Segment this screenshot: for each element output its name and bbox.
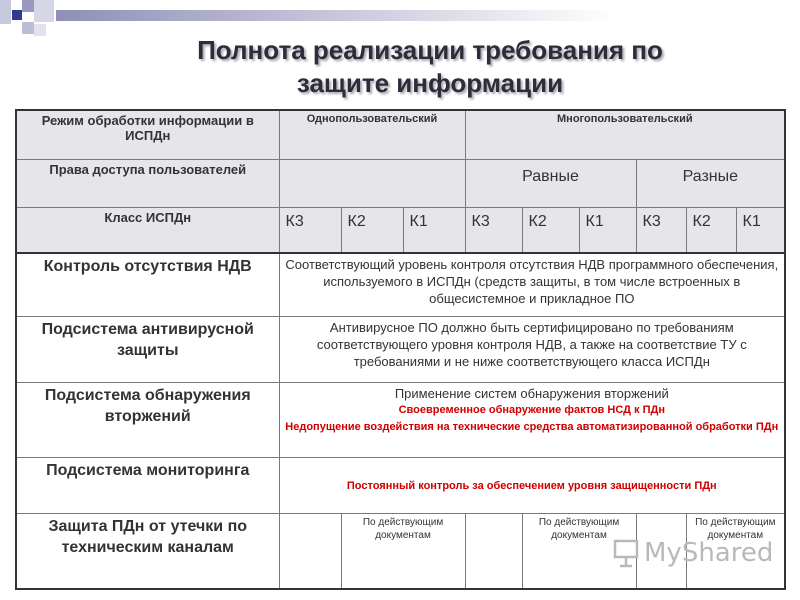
class-cell: К3 bbox=[636, 207, 686, 253]
row-name-intrusion: Подсистема обнаружения вторжений bbox=[16, 382, 279, 457]
class-cell: К2 bbox=[522, 207, 579, 253]
intrusion-red-text-1: Своевременное обнаружение фактов НСД к ПДн bbox=[398, 403, 665, 416]
title-line-1: Полнота реализации требования по bbox=[197, 35, 663, 65]
class-cell: К2 bbox=[686, 207, 736, 253]
empty-cell bbox=[279, 513, 341, 589]
title-line-2: защите информации bbox=[296, 68, 564, 98]
monitoring-red-text: Постоянный контроль за обеспечением уровня защищенности ПДн bbox=[346, 479, 717, 492]
single-user-header: Однопользовательский bbox=[279, 110, 465, 159]
row-name-leakage: Защита ПДн от утечки по техническим каналам bbox=[16, 513, 279, 589]
intrusion-main-text: Применение систем обнаружения вторжений bbox=[394, 385, 669, 401]
class-cell: К1 bbox=[736, 207, 785, 253]
page-title bbox=[120, 34, 740, 100]
row-text-intrusion bbox=[279, 382, 785, 457]
requirements-table bbox=[15, 109, 786, 590]
multi-user-header: Многопользовательский bbox=[465, 110, 785, 159]
empty-cell bbox=[465, 513, 522, 589]
watermark-text: MyShared bbox=[644, 538, 774, 568]
watermark bbox=[612, 538, 773, 568]
header-row-mode bbox=[16, 110, 785, 159]
row-name-ndv: Контроль отсутствия НДВ bbox=[16, 253, 279, 316]
table-row bbox=[16, 253, 785, 316]
presentation-board-icon bbox=[612, 538, 640, 568]
table-row bbox=[16, 316, 785, 382]
row-text-monitoring bbox=[279, 457, 785, 513]
mode-label: Режим обработки информации в ИСПДн bbox=[16, 110, 279, 159]
header-row-access bbox=[16, 159, 785, 207]
row-name-antivirus: Подсистема антивирусной защиты bbox=[16, 316, 279, 382]
class-cell: К3 bbox=[465, 207, 522, 253]
doc-cell-equal: По действующим документам bbox=[522, 513, 636, 589]
intrusion-red-text-2: Недопущение воздействия на технические средства автоматизированной обработки ПДн bbox=[285, 420, 779, 433]
different-access-header: Разные bbox=[636, 159, 785, 207]
class-label: Класс ИСПДн bbox=[16, 207, 279, 253]
table-row bbox=[16, 457, 785, 513]
table-row bbox=[16, 382, 785, 457]
class-cell: К1 bbox=[579, 207, 636, 253]
doc-cell-different: По действующим документам bbox=[686, 513, 785, 589]
row-text-antivirus: Антивирусное ПО должно быть сертифицировано по требованиям соответствующего уровня контроля НДВ, а также на соответствие ТУ с требованиями и не ниже соответствующего класса ИСПДн bbox=[279, 316, 785, 382]
class-cell: К1 bbox=[403, 207, 465, 253]
class-cell: К2 bbox=[341, 207, 403, 253]
doc-cell-single: По действующим документам bbox=[341, 513, 465, 589]
header-row-class bbox=[16, 207, 785, 253]
access-label: Права доступа пользователей bbox=[16, 159, 279, 207]
access-empty-cell bbox=[279, 159, 465, 207]
row-text-ndv: Соответствующий уровень контроля отсутствия НДВ программного обеспечения, используемого в ИСПДн (средств защиты, в том числе встроенных в общесистемное и прикладное ПО bbox=[279, 253, 785, 316]
equal-access-header: Равные bbox=[465, 159, 636, 207]
class-cell: К3 bbox=[279, 207, 341, 253]
row-name-monitoring: Подсистема мониторинга bbox=[16, 457, 279, 513]
